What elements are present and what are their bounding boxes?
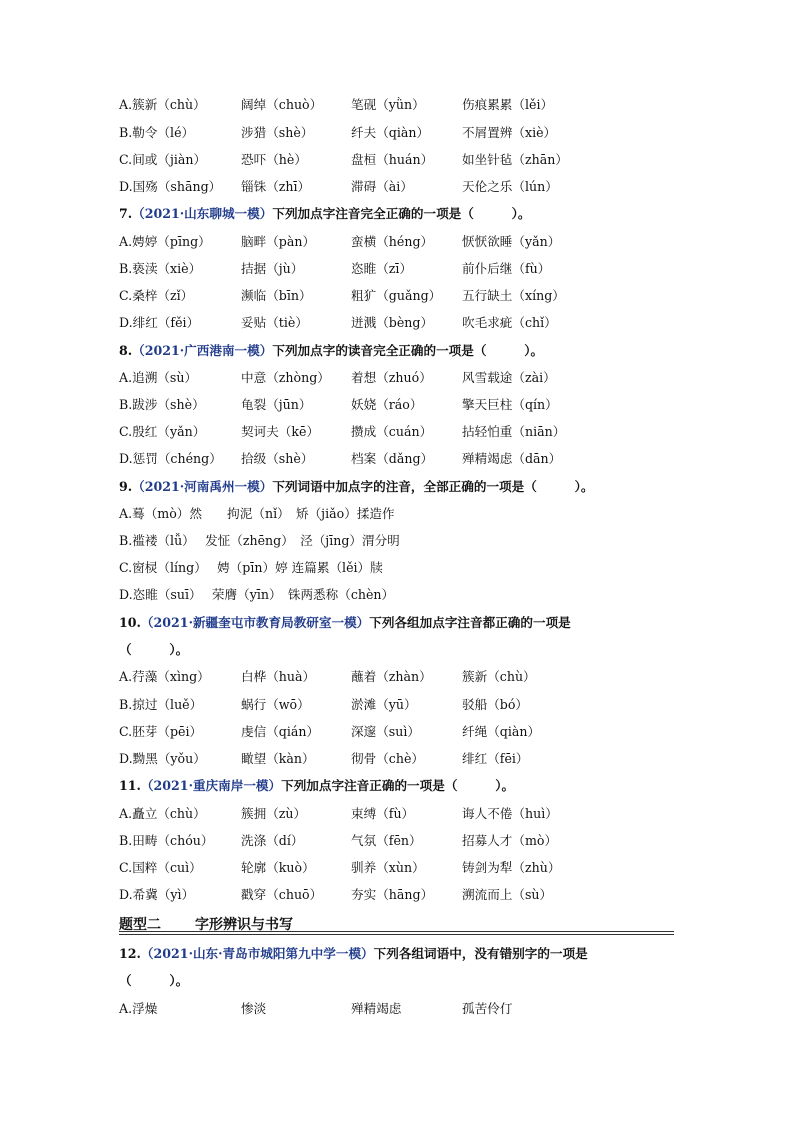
- option-item: 拮据（jù）: [241, 261, 304, 276]
- question-source: （2021·广西港南一模）: [132, 343, 273, 358]
- option-item: 迸溅（bèng）: [351, 315, 434, 330]
- option-item: 纤绳（qiàn）: [462, 724, 541, 739]
- option-item: A.娉婷（pīng）: [119, 234, 211, 249]
- question-blank: （ ）。: [119, 642, 189, 657]
- option-item: 拈轻怕重（niān）: [462, 424, 566, 439]
- option-item: 彻骨（chè）: [351, 751, 424, 766]
- question-stem: [119, 946, 588, 962]
- option-item: 诲人不倦（huì）: [462, 806, 558, 821]
- option-item: 蘸着（zhàn）: [351, 669, 432, 684]
- option-item: 蛮横（héng）: [351, 234, 434, 249]
- section-rule: [119, 931, 674, 932]
- question-stem: [119, 479, 593, 495]
- option-item: B.勒令（lé）: [119, 125, 195, 140]
- option-item: 夯实（hāng）: [351, 887, 434, 902]
- option-item: 洗涤（dí）: [241, 833, 304, 848]
- question-text: 下列加点字注音正确的一项是（ ）。: [281, 778, 515, 793]
- option-item: 轮廓（kuò）: [241, 860, 315, 875]
- option-item: 束缚（fù）: [351, 806, 415, 821]
- option-item: 恣睢（zī）: [351, 261, 413, 276]
- question-number: 8.: [119, 343, 133, 358]
- option-item: 着想（zhuó）: [351, 370, 432, 385]
- option-item: 绯红（fēi）: [462, 751, 529, 766]
- option-item: 天伦之乐（lún）: [462, 179, 558, 194]
- option-item: 殚精竭虑: [351, 1001, 402, 1016]
- question-number: 10.: [119, 615, 141, 630]
- option-item: 恹恹欲睡（yǎn）: [462, 234, 561, 249]
- question-source: （2021·山东聊城一模）: [132, 206, 273, 221]
- option-item: C.间或（jiàn）: [119, 152, 207, 167]
- option-item: 白桦（huà）: [241, 669, 316, 684]
- option-item: 契诃夫（kē）: [241, 424, 320, 439]
- option-item: 铸剑为犁（zhù）: [462, 860, 561, 875]
- option-item: 孤苦伶仃: [462, 1001, 513, 1016]
- question-stem: [119, 206, 531, 222]
- option-item: 纤夫（qiàn）: [351, 125, 430, 140]
- option-item: C.胚芽（pēi）: [119, 724, 203, 739]
- option-item: 涉猎（shè）: [241, 125, 314, 140]
- option-item: D.绯红（fěi）: [119, 315, 200, 330]
- option-item: 簇新（chù）: [462, 669, 536, 684]
- option-item: D.黝黑（yǒu）: [119, 751, 206, 766]
- option-item: 妥贴（tiè）: [241, 315, 308, 330]
- option-item: 惨淡: [241, 1001, 267, 1016]
- section-label: 题型二: [119, 917, 161, 933]
- option-item: 妖娆（ráo）: [351, 397, 423, 412]
- option-item: 五行缺土（xíng）: [462, 288, 565, 303]
- section-rule: [119, 934, 674, 935]
- option-item: 驳船（bó）: [462, 697, 529, 712]
- question-source: （2021·重庆南岸一模）: [140, 778, 282, 793]
- option-item: 盘桓（huán）: [351, 152, 434, 167]
- option-item: A.矗立（chù）: [119, 806, 206, 821]
- question-number: 11.: [119, 778, 141, 793]
- question-blank: （ ）。: [119, 973, 189, 988]
- option-item: 阔绰（chuò）: [241, 97, 323, 112]
- option-item: A.簇新（chù）: [119, 97, 206, 112]
- option-item: 濒临（bīn）: [241, 288, 312, 303]
- option-item: 戳穿（chuō）: [241, 887, 323, 902]
- option-item: 锱铢（zhī）: [241, 179, 311, 194]
- section-title: 字形辨识与书写: [195, 917, 293, 933]
- question-source: （2021·河南禹州一模）: [132, 479, 273, 494]
- question-text: 下列各组加点字注音都正确的一项是: [369, 615, 571, 630]
- option-item: 虔信（qián）: [241, 724, 320, 739]
- option-item: B.掠过（luě）: [119, 697, 203, 712]
- option-item: C.桑梓（zǐ）: [119, 288, 194, 303]
- option-item: 中意（zhòng）: [241, 370, 330, 385]
- question-stem: [119, 343, 543, 359]
- option-item: 粗犷（guǎng）: [351, 288, 442, 303]
- question-text: 下列词语中加点字的注音，全部正确的一项是（ ）。: [272, 479, 594, 494]
- option-item: 驯养（xùn）: [351, 860, 425, 875]
- option-line: A.蓦（mò）然 拘泥（nǐ） 矫（jiǎo）揉造作: [119, 506, 395, 521]
- question-number: 9.: [119, 479, 133, 494]
- question-text: 下列加点字注音完全正确的一项是（ ）。: [272, 206, 531, 221]
- option-item: D.惩罚（chéng）: [119, 451, 222, 466]
- option-item: 恐吓（hè）: [241, 152, 307, 167]
- option-item: 拾级（shè）: [241, 451, 314, 466]
- option-item: 溯流而上（sù）: [462, 887, 553, 902]
- option-item: 攒成（cuán）: [351, 424, 433, 439]
- question-source: （2021·新疆奎屯市教育局教研室一模）: [140, 615, 370, 630]
- option-item: 档案（dǎng）: [351, 451, 434, 466]
- option-item: 风雪载途（zài）: [462, 370, 556, 385]
- option-item: 殚精竭虑（dān）: [462, 451, 562, 466]
- option-item: A.荇藻（xìng）: [119, 669, 210, 684]
- option-item: D.希冀（yì）: [119, 887, 195, 902]
- question-stem: [119, 615, 571, 631]
- option-item: 蜗行（wō）: [241, 697, 310, 712]
- option-item: 笔砚（yǜn）: [351, 97, 425, 112]
- option-item: 不屑置辨（xiè）: [462, 125, 557, 140]
- question-text: 下列各组词语中，没有错别字的一项是: [373, 946, 588, 961]
- option-item: B.田畴（chóu）: [119, 833, 214, 848]
- option-item: 深邃（suì）: [351, 724, 420, 739]
- option-line: B.褴褛（lǚ） 发怔（zhēng） 泾（jīng）渭分明: [119, 533, 400, 548]
- option-item: 瞰望（kàn）: [241, 751, 315, 766]
- option-item: 如坐针毡（zhān）: [462, 152, 568, 167]
- question-text: 下列加点字的读音完全正确的一项是（ ）。: [272, 343, 544, 358]
- question-stem: [119, 778, 514, 794]
- option-line: D.恣睢（suī） 荣膺（yīn） 铢两悉称（chèn）: [119, 587, 395, 602]
- option-item: 吹毛求疵（chǐ）: [462, 315, 557, 330]
- option-item: 气氛（fēn）: [351, 833, 422, 848]
- question-source: （2021·山东·青岛市城阳第九中学一模）: [140, 946, 374, 961]
- option-item: 前仆后继（fù）: [462, 261, 551, 276]
- option-item: 伤痕累累（lěi）: [462, 97, 554, 112]
- option-item: C.国粹（cuì）: [119, 860, 202, 875]
- option-item: 脑畔（pàn）: [241, 234, 316, 249]
- option-item: B.跋涉（shè）: [119, 397, 205, 412]
- option-line: C.窗棂（líng） 娉（pīn）婷 连篇累（lěi）牍: [119, 560, 383, 575]
- question-number: 7.: [119, 206, 133, 221]
- option-item: C.殷红（yǎn）: [119, 424, 206, 439]
- option-item: 淤滩（yū）: [351, 697, 417, 712]
- option-item: 招募人才（mò）: [462, 833, 558, 848]
- option-item: 滞碍（ài）: [351, 179, 413, 194]
- option-item: 龟裂（jūn）: [241, 397, 312, 412]
- question-number: 12.: [119, 946, 141, 961]
- option-item: B.亵渎（xiè）: [119, 261, 202, 276]
- option-item: 擎天巨柱（qín）: [462, 397, 558, 412]
- option-item: D.国殇（shāng）: [119, 179, 222, 194]
- option-item: A.追溯（sù）: [119, 370, 198, 385]
- option-item: 簇拥（zù）: [241, 806, 307, 821]
- option-item: A.浮燥: [119, 1001, 158, 1016]
